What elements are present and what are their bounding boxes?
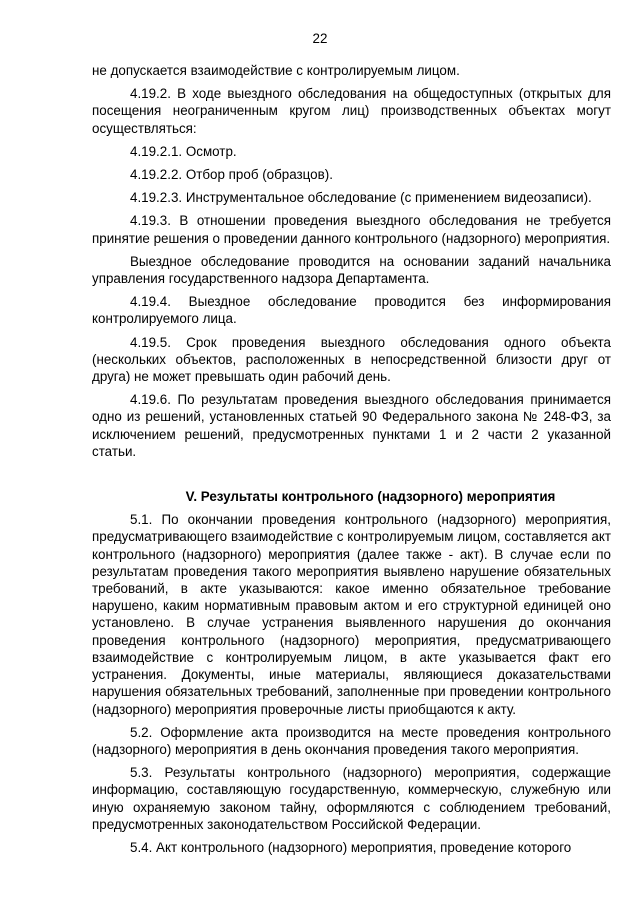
paragraph: 5.2. Оформление акта производится на месте проведения контрольного (надзорного) мероприятия в день окончания проведения такого мероприятия.	[92, 724, 611, 757]
document-body	[92, 62, 611, 862]
paragraph: 4.19.2.2. Отбор проб (образцов).	[130, 167, 333, 183]
paragraph: 4.19.3. В отношении проведения выездного обследования не требуется принятие решения о проведении данного контрольного (надзорного) мероприятия.	[92, 213, 611, 246]
section-heading: V. Результаты контрольного (надзорного) мероприятия	[185, 489, 556, 505]
paragraph: 5.3. Результаты контрольного (надзорного) мероприятия, содержащие информацию, составляющую государственную, коммерческую, служебную или иную охраняемую законом тайну, оформляются с соблюдением требований, предусмотренных законодательством Российской Федерации.	[92, 765, 611, 832]
paragraph: Выездное обследование проводится на основании заданий начальника управления государственного надзора Департамента.	[92, 253, 611, 287]
paragraph: 4.19.2. В ходе выездного обследования на общедоступных (открытых для посещения неограниченным кругом лиц) производственных объектах могут осуществляться:	[92, 86, 611, 136]
paragraph: не допускается взаимодействие с контролируемым лицом.	[92, 63, 460, 78]
paragraph: 5.1. По окончании проведения контрольного (надзорного) мероприятия, предусматривающего взаимодействие с контролируемым лицом, составляется акт контрольного (надзорного) мероприятия (далее также - акт). В случае если по результатам проведения такого мероприятия выявлено нарушение обязательных требований, в акте указываются: какое именно обязательное требование нарушено, каким нормативным правовым актом и его структурной единицей оно установлено. В случае устранения выявленного нарушения до окончания проведения контрольного (надзорного) мероприятия, предусматривающего взаимодействие с контролируемым лицом, в акте указывается факт его устранения. Документы, иные материалы, являющиеся доказательствами нарушения обязательных требований, заполненные при проведении контрольного (надзорного) мероприятия проверочные листы приобщаются к акту.	[92, 512, 611, 717]
paragraph: 4.19.2.3. Инструментальное обследование (с применением видеозаписи).	[130, 190, 592, 206]
paragraph: 5.4. Акт контрольного (надзорного) мероприятия, проведение которого	[130, 839, 572, 855]
paragraph: 4.19.4. Выездное обследование проводится без информирования контролируемого лица.	[92, 294, 611, 327]
page-number: 22	[312, 31, 328, 46]
paragraph: 4.19.5. Срок проведения выездного обследования одного объекта (нескольких объектов, расположенных в непосредственной близости друг от друга) не может превышать один рабочий день.	[92, 334, 611, 385]
paragraph: 4.19.6. По результатам проведения выездного обследования принимается одно из решений, установленных статьей 90 Федерального закона № 248-ФЗ, за исключением решений, предусмотренных пунктами 1 и 2 части 2 указанной статьи.	[92, 392, 611, 459]
paragraph: 4.19.2.1. Осмотр.	[130, 143, 237, 159]
